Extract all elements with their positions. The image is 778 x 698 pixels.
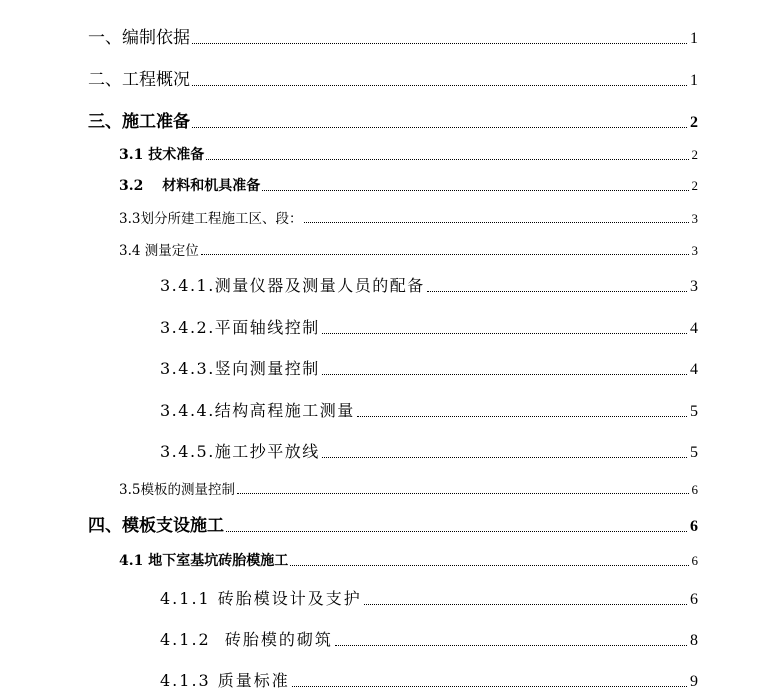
toc-entry-page: 5 [690, 444, 698, 461]
toc-dot-leader [192, 127, 687, 128]
toc-entry-title: 4.1.1 砖胎模设计及支护 [160, 589, 362, 608]
toc-entry-page: 4 [690, 361, 698, 378]
toc-entry-page: 3 [691, 211, 698, 226]
toc-dot-leader [304, 222, 688, 223]
toc-entry-2[interactable] [88, 65, 698, 90]
toc-dot-leader [226, 531, 687, 532]
toc-entry-3-4-3[interactable] [160, 356, 698, 379]
toc-entry-page: 9 [690, 673, 698, 690]
toc-dot-leader [335, 645, 687, 646]
toc-entry-title: 3.5模板的测量控制 [119, 482, 235, 498]
toc-entry-title: 4.1 地下室基坑砖胎模施工 [119, 553, 289, 569]
toc-entry-page: 3 [690, 278, 698, 295]
toc-entry-title: 一、编制依据 [88, 28, 190, 48]
toc-dot-leader [322, 333, 687, 334]
toc-entry-title: 三、施工准备 [88, 112, 190, 132]
toc-entry-4-1-1[interactable] [160, 586, 698, 609]
toc-entry-title: 4.1.3 质量标准 [160, 671, 290, 690]
toc-entry-3-2[interactable] [119, 175, 698, 195]
toc-entry-3-5[interactable] [119, 478, 698, 498]
toc-entry-4-1-3[interactable] [160, 668, 698, 691]
toc-entry-page: 3 [691, 243, 698, 258]
toc-entry-title: 3.3划分所建工程施工区、段： [119, 211, 303, 227]
toc-dot-leader [364, 604, 687, 605]
toc-entry-3-3[interactable] [119, 207, 698, 227]
toc-entry-page: 4 [690, 320, 698, 337]
toc-entry-page: 6 [690, 591, 698, 608]
toc-entry-page: 6 [690, 518, 698, 535]
toc-dot-leader [262, 190, 688, 191]
toc-entry-3-4-5[interactable] [160, 439, 698, 462]
toc-dot-leader [192, 85, 687, 86]
toc-entry-title: 3.4 测量定位 [119, 243, 199, 259]
toc-entry-page: 5 [690, 403, 698, 420]
toc-entry-page: 2 [691, 147, 698, 162]
toc-entry-page: 6 [691, 482, 698, 497]
toc-entry-page: 1 [690, 30, 698, 47]
toc-entry-title: 3.4.1.测量仪器及测量人员的配备 [160, 276, 425, 295]
toc-entry-page: 8 [690, 632, 698, 649]
toc-dot-leader [357, 416, 687, 417]
toc-entry-page: 2 [690, 114, 698, 131]
toc-entry-title: 四、模板支设施工 [88, 516, 224, 536]
toc-dot-leader [322, 374, 687, 375]
toc-entry-3-4[interactable] [119, 239, 698, 259]
toc-entry-3-4-1[interactable] [160, 273, 698, 296]
toc-entry-page: 2 [691, 178, 698, 193]
toc-entry-3[interactable] [88, 107, 698, 132]
toc-entry-4[interactable] [88, 511, 698, 536]
toc-entry-title: 3.4.5.施工抄平放线 [160, 442, 320, 461]
toc-entry-title: 3.4.3.竖向测量控制 [160, 359, 320, 378]
toc-entry-3-4-4[interactable] [160, 398, 698, 421]
toc-entry-title: 二、工程概况 [88, 70, 190, 90]
toc-entry-title: 3.2 材料和机具准备 [119, 178, 261, 194]
toc-dot-leader [237, 493, 689, 494]
toc-dot-leader [427, 291, 687, 292]
toc-entry-1[interactable] [88, 23, 698, 48]
toc-entry-title: 4.1.2 砖胎模的砌筑 [160, 630, 333, 649]
toc-entry-3-4-2[interactable] [160, 315, 698, 338]
toc-entry-title: 3.4.4.结构高程施工测量 [160, 401, 355, 420]
toc-entry-4-1-2[interactable] [160, 627, 698, 650]
toc-entry-page: 6 [691, 553, 698, 568]
toc-dot-leader [292, 686, 687, 687]
toc-entry-3-1[interactable] [119, 144, 698, 164]
toc-entry-4-1[interactable] [119, 550, 698, 570]
toc-dot-leader [206, 159, 688, 160]
toc-entry-title: 3.4.2.平面轴线控制 [160, 318, 320, 337]
toc-entry-title: 3.1 技术准备 [119, 147, 205, 163]
toc-dot-leader [201, 254, 689, 255]
toc-dot-leader [290, 565, 688, 566]
toc-entry-page: 1 [690, 72, 698, 89]
toc-dot-leader [192, 43, 687, 44]
toc-dot-leader [322, 457, 687, 458]
